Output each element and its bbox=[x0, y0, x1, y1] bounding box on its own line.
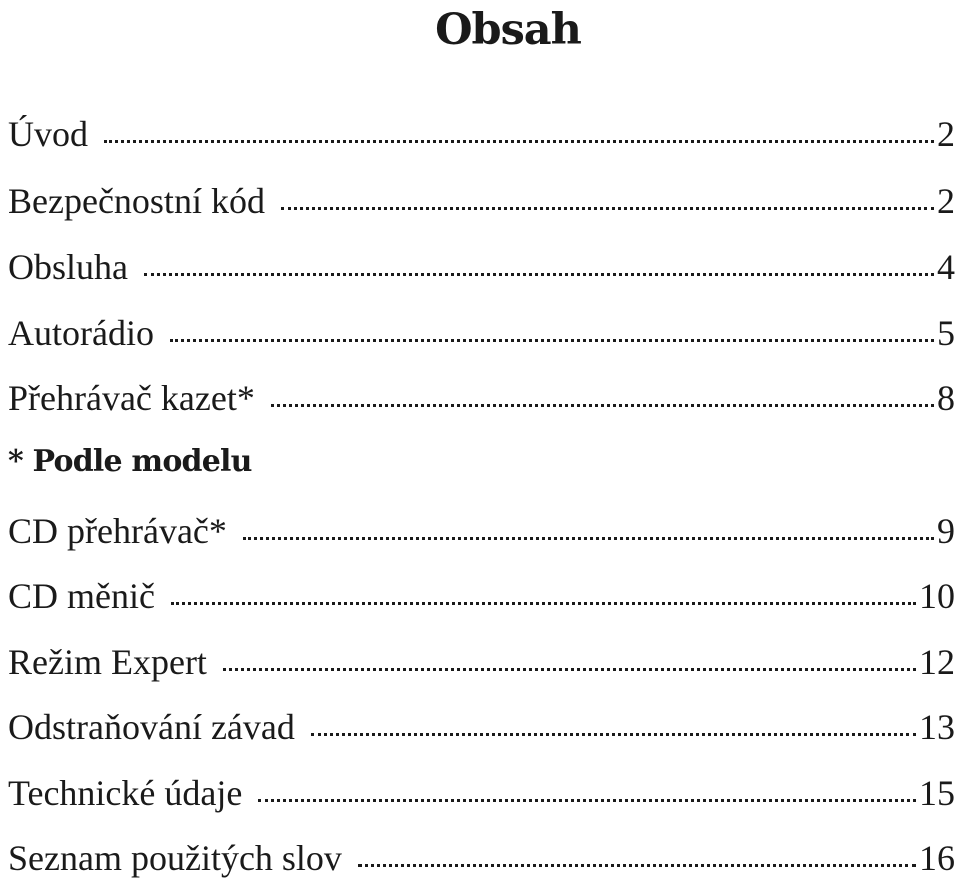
toc-entry-cd-prehravac[interactable] bbox=[8, 507, 955, 555]
toc-entry-page: 15 bbox=[919, 773, 955, 813]
dot-leader bbox=[311, 733, 916, 736]
toc-entry-page: 5 bbox=[937, 313, 955, 353]
toc-entry-label: Odstraňování závad bbox=[8, 707, 295, 747]
toc-entry-page: 2 bbox=[937, 181, 955, 221]
model-footnote: * Podle modelu bbox=[8, 444, 252, 479]
toc-entry-prehravac-kazet[interactable] bbox=[8, 374, 955, 422]
dot-leader bbox=[171, 602, 916, 605]
toc-entry-page: 10 bbox=[919, 576, 955, 616]
toc-entry-label: CD přehrávač* bbox=[8, 511, 227, 551]
toc-entry-page: 12 bbox=[919, 642, 955, 682]
dot-leader bbox=[243, 537, 934, 540]
toc-entry-label: Úvod bbox=[8, 114, 88, 154]
dot-leader bbox=[281, 207, 934, 210]
toc-entry-page: 4 bbox=[937, 247, 955, 287]
toc-entry-technicke-udaje[interactable] bbox=[8, 769, 955, 817]
dot-leader bbox=[223, 668, 916, 671]
toc-entry-uvod[interactable] bbox=[8, 110, 955, 158]
toc-entry-label: CD měnič bbox=[8, 576, 155, 616]
toc-entry-autoradio[interactable] bbox=[8, 309, 955, 357]
toc-entry-label: Obsluha bbox=[8, 247, 128, 287]
toc-entry-page: 2 bbox=[937, 114, 955, 154]
toc-entry-seznam-pouzitych-slov[interactable] bbox=[8, 834, 955, 882]
page-title: Obsah bbox=[435, 5, 581, 55]
toc-entry-page: 9 bbox=[937, 511, 955, 551]
dot-leader bbox=[144, 273, 934, 276]
dot-leader bbox=[358, 864, 916, 867]
toc-entry-label: Seznam použitých slov bbox=[8, 838, 342, 878]
toc-entry-obsluha[interactable] bbox=[8, 243, 955, 291]
dot-leader bbox=[104, 140, 934, 143]
dot-leader bbox=[258, 799, 916, 802]
toc-entry-label: Technické údaje bbox=[8, 773, 243, 813]
toc-entry-page: 13 bbox=[919, 707, 955, 747]
toc-entry-page: 16 bbox=[919, 838, 955, 878]
toc-entry-label: Autorádio bbox=[8, 313, 154, 353]
toc-entry-odstranovani-zavad[interactable] bbox=[8, 703, 955, 751]
toc-entry-bezpecnostni-kod[interactable] bbox=[8, 177, 955, 225]
toc-entry-label: Přehrávač kazet* bbox=[8, 378, 255, 418]
toc-entry-cd-menic[interactable] bbox=[8, 572, 955, 620]
toc-entry-rezim-expert[interactable] bbox=[8, 638, 955, 686]
toc-entry-label: Bezpečnostní kód bbox=[8, 181, 265, 221]
toc-entry-page: 8 bbox=[937, 378, 955, 418]
dot-leader bbox=[271, 404, 934, 407]
dot-leader bbox=[170, 339, 934, 342]
toc-entry-label: Režim Expert bbox=[8, 642, 207, 682]
